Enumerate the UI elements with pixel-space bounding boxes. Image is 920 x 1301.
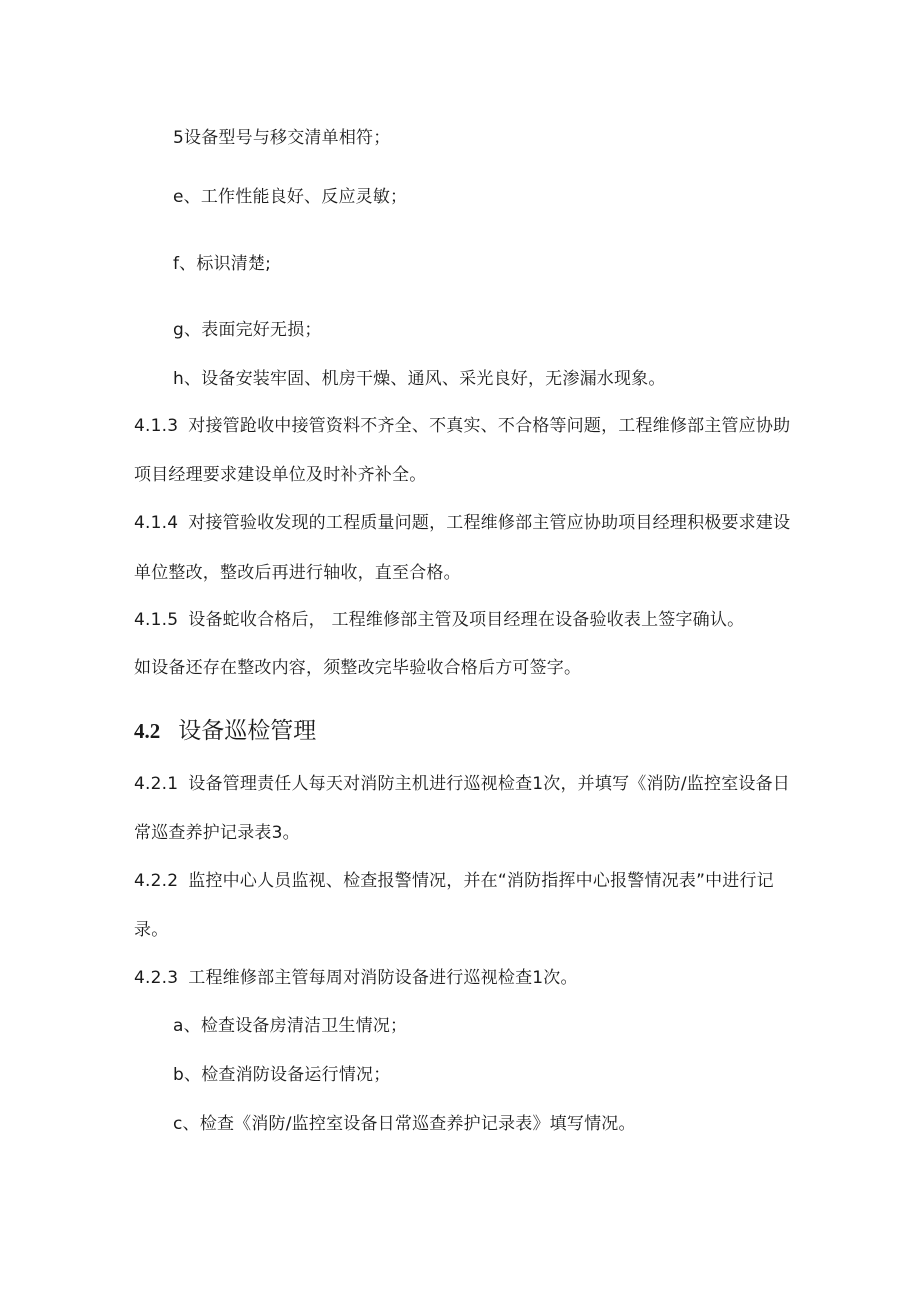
list-item: c、检查《消防/监控室设备日常巡查养护记录表》填写情况。	[173, 1114, 636, 1134]
clause-text: 设备蛇收合格后， 工程维修部主管及项目经理在设备验收表上签字确认。	[188, 610, 745, 630]
clause-4-1-4	[134, 511, 790, 535]
clause-continuation: 项目经理要求建设单位及时补齐补全。	[134, 465, 427, 485]
clause-4-2-2	[134, 869, 774, 893]
clause-number: 4.1.4	[134, 513, 179, 533]
clause-4-2-3	[134, 966, 578, 990]
clause-continuation: 常巡查养护记录表3。	[134, 823, 300, 843]
list-item: e、工作性能良好、反应灵敏；	[173, 187, 408, 207]
clause-text: 对接管验收发现的工程质量问题，工程维修部主管应协助项目经理积极要求建设	[188, 513, 791, 533]
clause-text: 对接管跄收中接管资料不齐全、不真实、不合格等问题，工程维修部主管应协助	[188, 416, 791, 436]
clause-text: 设备管理责任人每天对消防主机进行巡视检查1次，并填写《消防/监控室设备日	[188, 774, 791, 794]
clause-number: 4.1.5	[134, 610, 179, 630]
clause-4-1-5	[134, 608, 744, 632]
clause-continuation: 单位整改，整改后再进行轴收，直至合格。	[134, 563, 461, 583]
clause-number: 4.2.1	[134, 774, 179, 794]
clause-number: 4.2.2	[134, 871, 179, 891]
list-item: f、标识清楚;	[173, 254, 272, 274]
section-heading	[134, 716, 316, 746]
list-item: b、检查消防设备运行情况；	[173, 1065, 391, 1085]
clause-continuation: 录。	[134, 920, 169, 940]
clause-text: 监控中心人员监视、检查报警情况，并在“消防指挥中心报警情况表”中进行记	[188, 871, 774, 891]
list-item: a、检查设备房清洁卫生情况；	[173, 1016, 408, 1036]
clause-number: 4.1.3	[134, 416, 179, 436]
clause-number: 4.2.3	[134, 968, 179, 988]
clause-text: 工程维修部主管每周对消防设备进行巡视检查1次。	[188, 968, 578, 988]
clause-4-1-3	[134, 414, 790, 438]
clause-4-2-1	[134, 772, 790, 796]
list-item: 5设备型号与移交清单相符；	[173, 128, 391, 148]
list-item: g、表面完好无损；	[173, 320, 322, 340]
section-number: 4.2	[134, 719, 161, 743]
section-title: 设备巡检管理	[178, 718, 317, 744]
list-item: h、设备安装牢固、机房干燥、通风、采光良好，无渗漏水现象。	[173, 369, 666, 389]
clause-continuation: 如设备还存在整改内容，须整改完毕验收合格后方可签字。	[134, 658, 582, 678]
